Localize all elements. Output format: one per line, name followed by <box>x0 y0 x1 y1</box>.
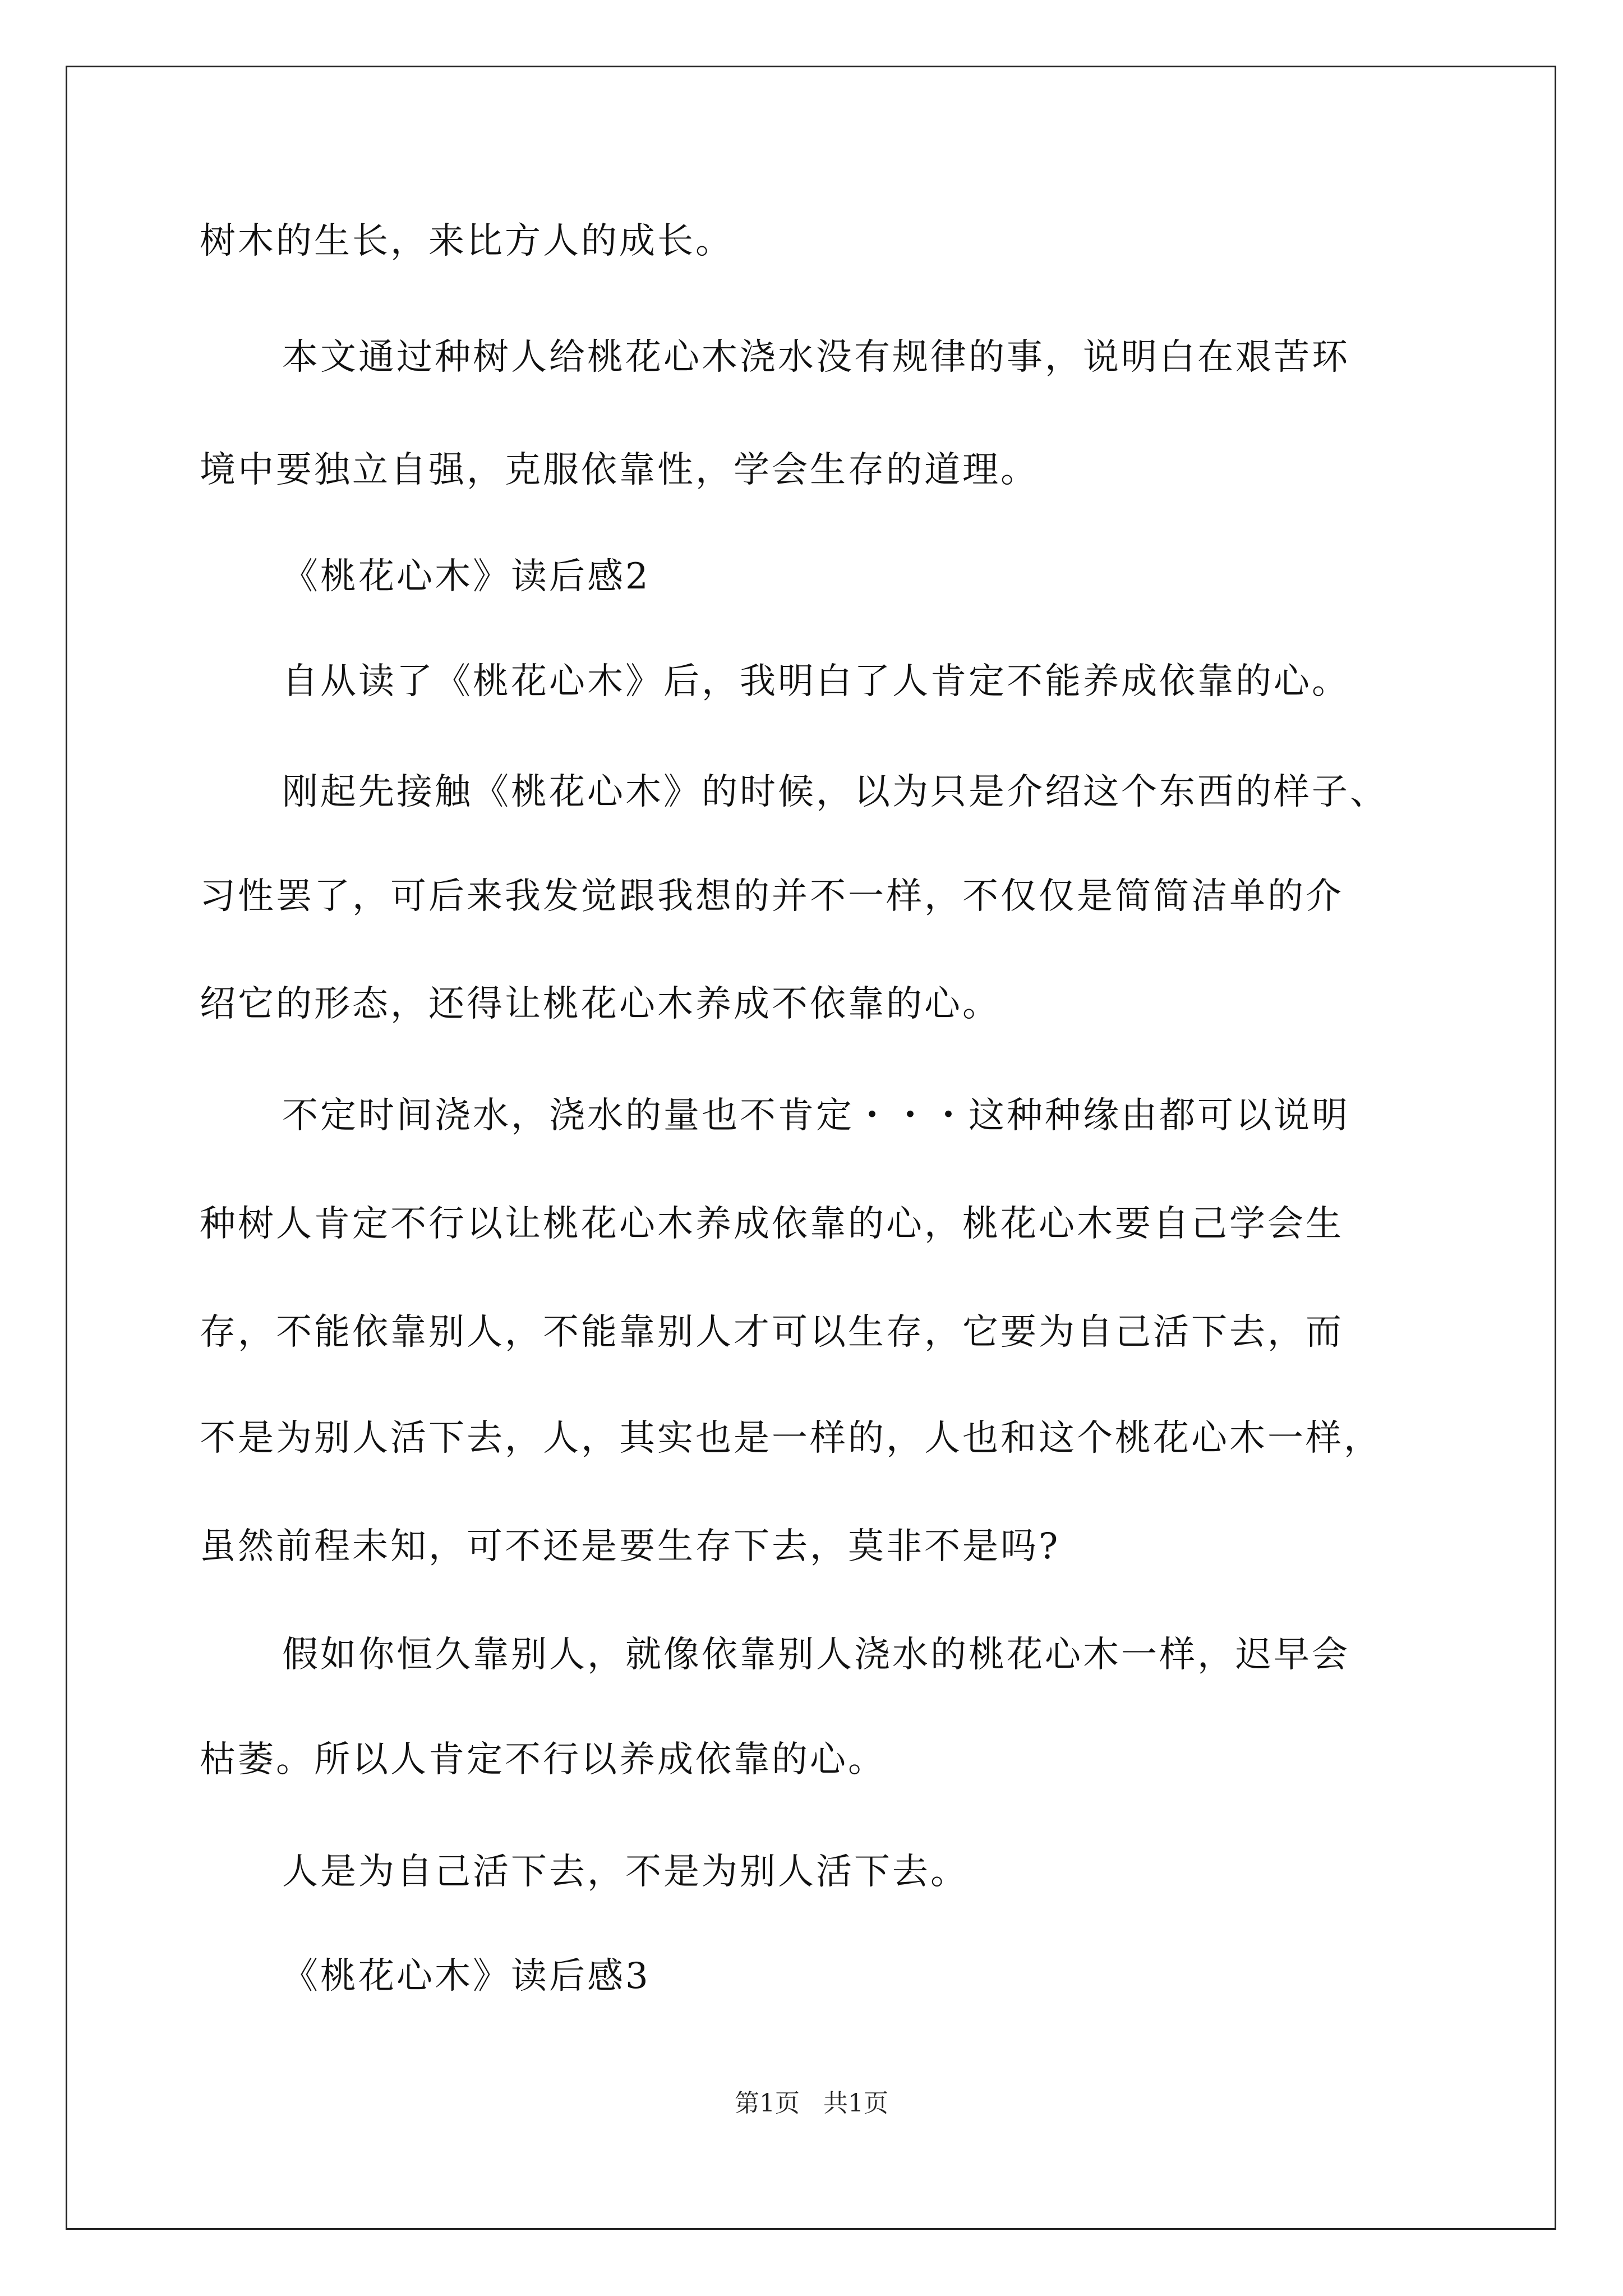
section-heading: 《桃花心木》读后感2 <box>282 556 651 597</box>
text-line: 境中要独立自强，克服依靠性，学会生存的道理。 <box>200 449 1039 491</box>
text-line: 本文通过种树人给桃花心木浇水没有规律的事，说明白在艰苦环 <box>282 337 1350 378</box>
text-line: 人是为自己活下去，不是为别人活下去。 <box>282 1851 969 1893</box>
text-line: 习性罢了，可后来我发觉跟我想的并不一样，不仅仅是简简洁单的介 <box>200 876 1344 917</box>
text-line: 种树人肯定不行以让桃花心木养成依靠的心，桃花心木要自己学会生 <box>200 1203 1344 1245</box>
text-line: 自从读了《桃花心木》后，我明白了人肯定不能养成依靠的心。 <box>282 661 1350 702</box>
text-line: 不定时间浇水，浇水的量也不肯定・・・这种种缘由都可以说明 <box>282 1095 1350 1137</box>
text-line: 树木的生长，来比方人的成长。 <box>200 220 734 262</box>
section-heading: 《桃花心木》读后感3 <box>282 1955 651 1997</box>
page-total: 共1页 <box>823 2089 888 2118</box>
page-number: 第1页 <box>735 2089 800 2118</box>
text-line: 不是为别人活下去，人，其实也是一样的，人也和这个桃花心木一样， <box>200 1418 1382 1459</box>
text-line: 存，不能依靠别人，不能靠别人才可以生存，它要为自己活下去，而 <box>200 1312 1344 1353</box>
text-line: 绍它的形态，还得让桃花心木养成不依靠的心。 <box>200 983 1000 1025</box>
text-line: 刚起先接触《桃花心木》的时候，以为只是介绍这个东西的样子、 <box>282 771 1388 813</box>
page-border <box>66 66 1556 2230</box>
text-line: 假如你恒久靠别人，就像依靠别人浇水的桃花心木一样，迟早会 <box>282 1634 1350 1676</box>
text-line: 枯萎。所以人肯定不行以养成依靠的心。 <box>200 1739 886 1780</box>
page-footer <box>0 2087 1623 2120</box>
text-line: 虽然前程未知，可不还是要生存下去，莫非不是吗? <box>200 1526 1061 1567</box>
